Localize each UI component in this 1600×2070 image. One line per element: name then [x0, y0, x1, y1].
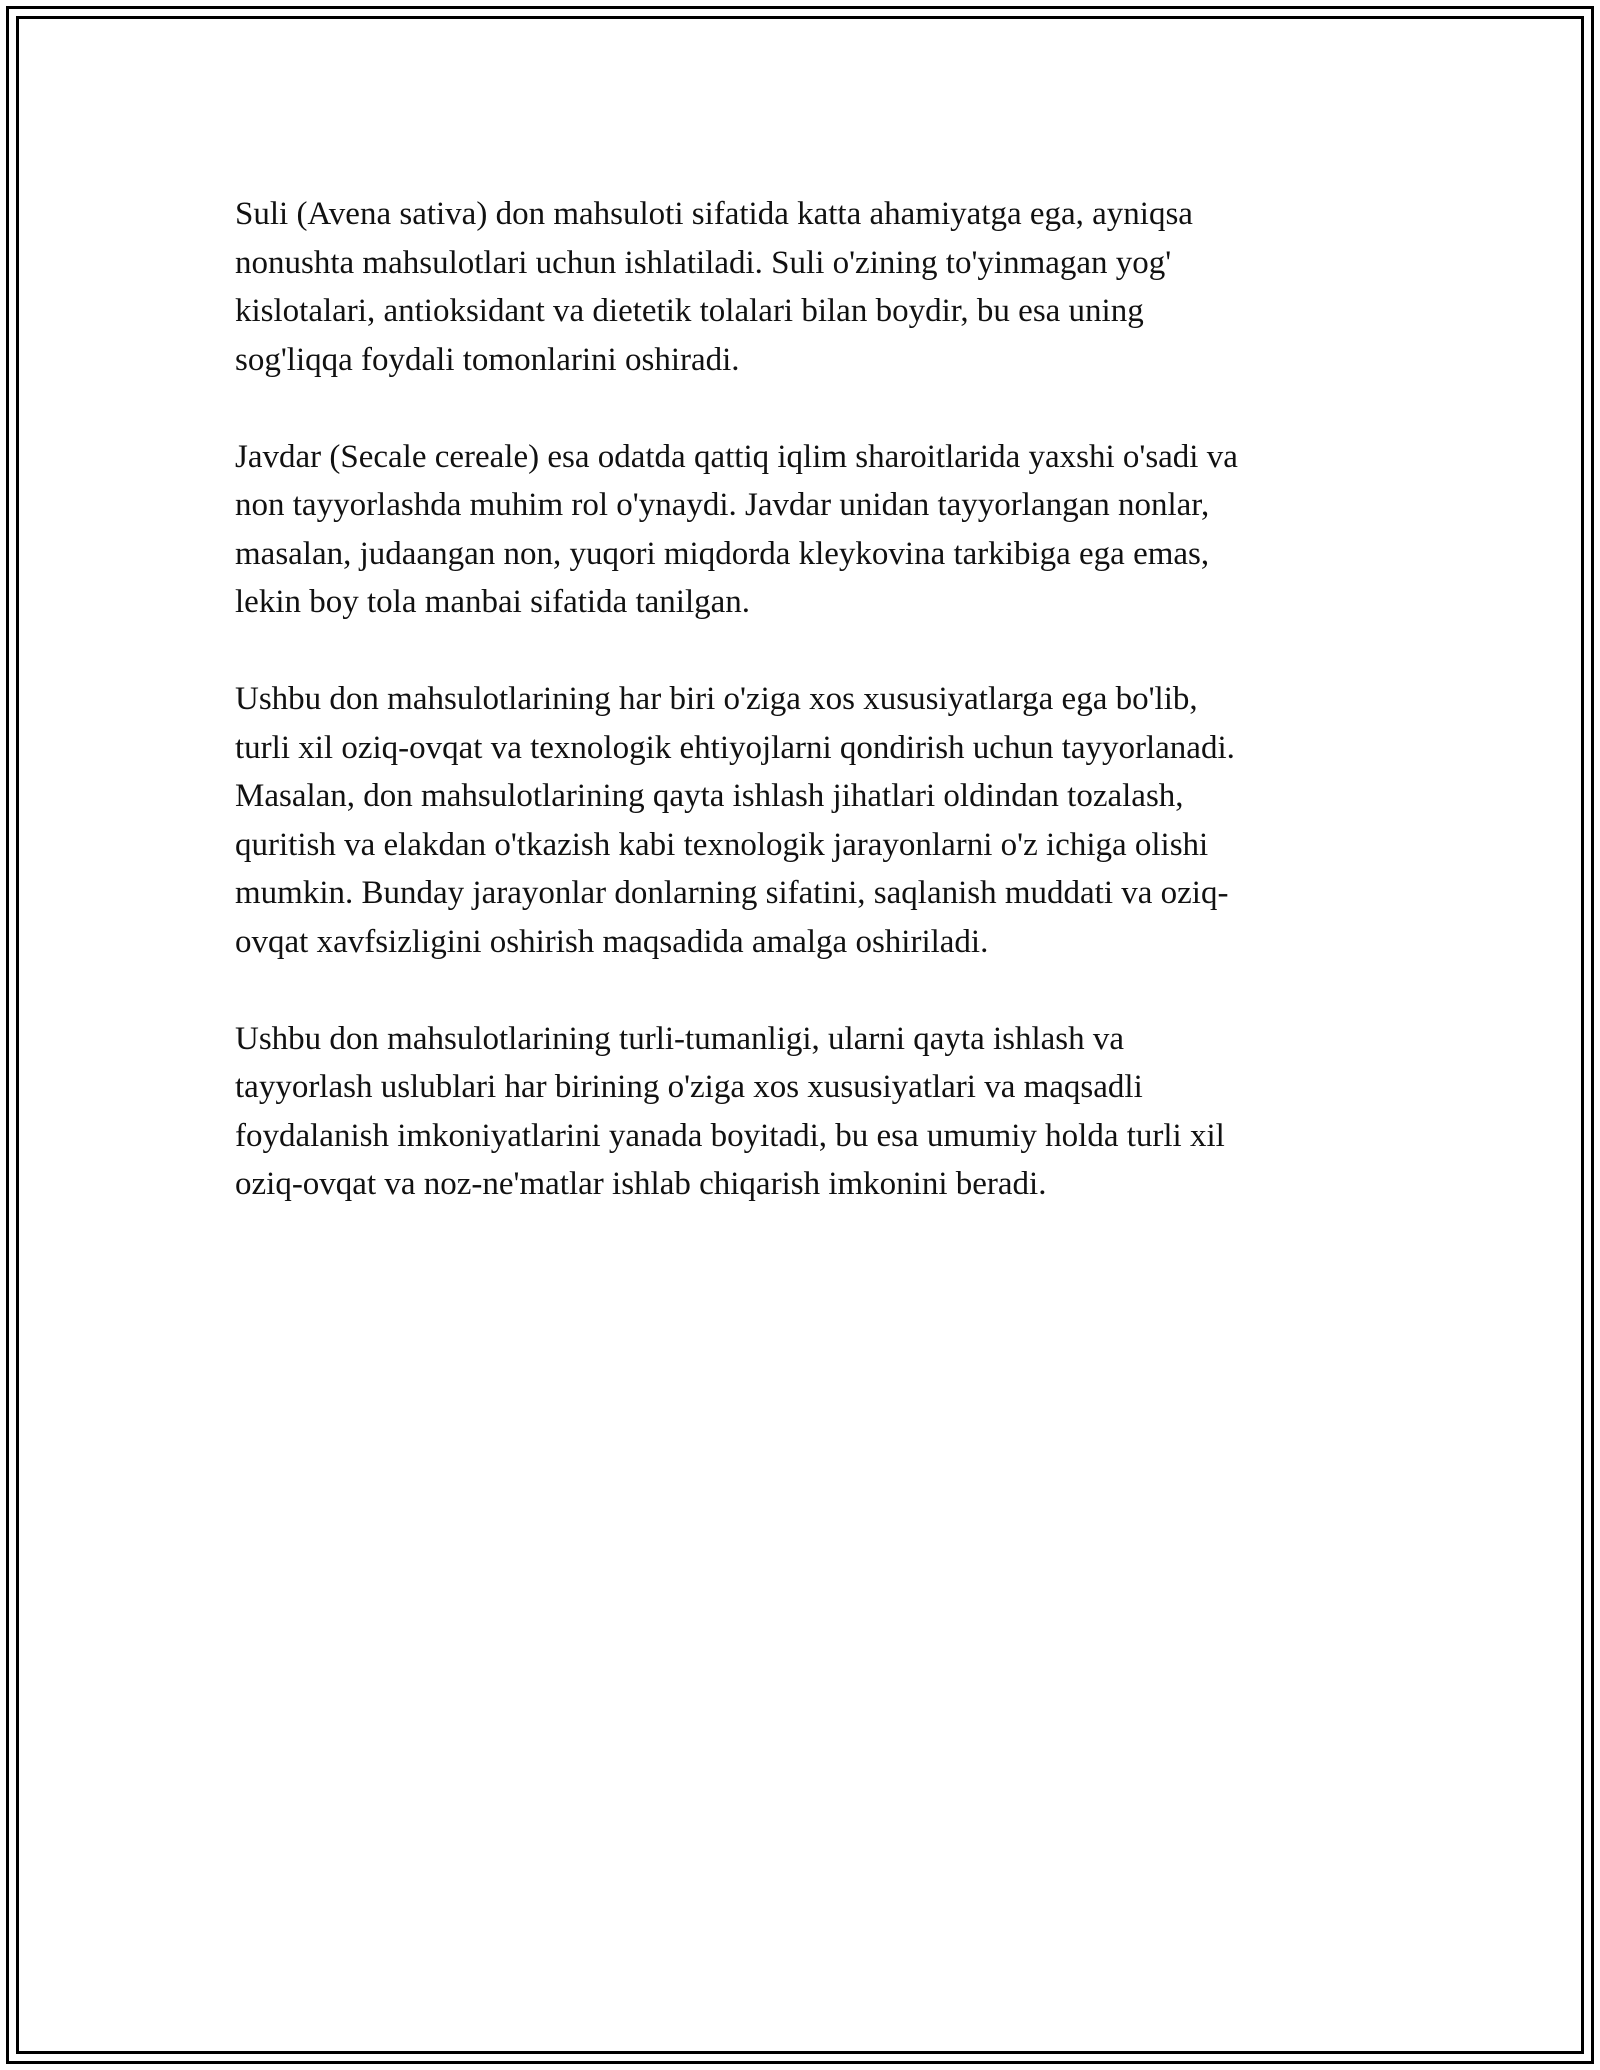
- paragraph-oats: Suli (Avena sativa) don mahsuloti sifatida katta ahamiyatga ega, ayniqsa nonushta mahsulotlari uchun ishlatiladi. Suli o'zining to'yinmagan yog' kislotalari, antioksidant va dietetik tolalari bilan boydir, bu esa uning sog'liqqa foydali tomonlarini oshiradi.: [235, 196, 1193, 378]
- paragraph-diversity: Ushbu don mahsulotlarining turli-tumanligi, ularni qayta ishlash va tayyorlash uslublari har birining o'ziga xos xususiyatlari va maqsadli foydalanish imkoniyatlarini yanada boyitadi, bu esa umumiy holda turli xil oziq-ovqat va noz-ne'matlar ishlab chiqarish imkonini beradi.: [235, 1020, 1225, 1202]
- paragraph-rye: Javdar (Secale cereale) esa odatda qattiq iqlim sharoitlarida yaxshi o'sadi va non tayyorlashda muhim rol o'ynaydi. Javdar unidan tayyorlangan nonlar, masalan, judaangan non, yuqori miqdorda kleykovina tarkibiga ega emas, lekin boy tola manbai sifatida tanilgan.: [235, 438, 1238, 620]
- document-body: [235, 190, 1365, 1257]
- paragraph-processing: Ushbu don mahsulotlarining har biri o'ziga xos xususiyatlarga ega bo'lib, turli xil oziq-ovqat va texnologik ehtiyojlarni qondirish uchun tayyorlanadi. Masalan, don mahsulotlarining qayta ishlash jihatlari oldindan tozalash, quritish va elakdan o'tkazish kabi texnologik jarayonlarni o'z ichiga olishi mumkin. Bunday jarayonlar donlarning sifatini, saqlanish muddati va oziq- ovqat xavfsizligini oshirish maqsadida amalga oshiriladi.: [235, 681, 1235, 960]
